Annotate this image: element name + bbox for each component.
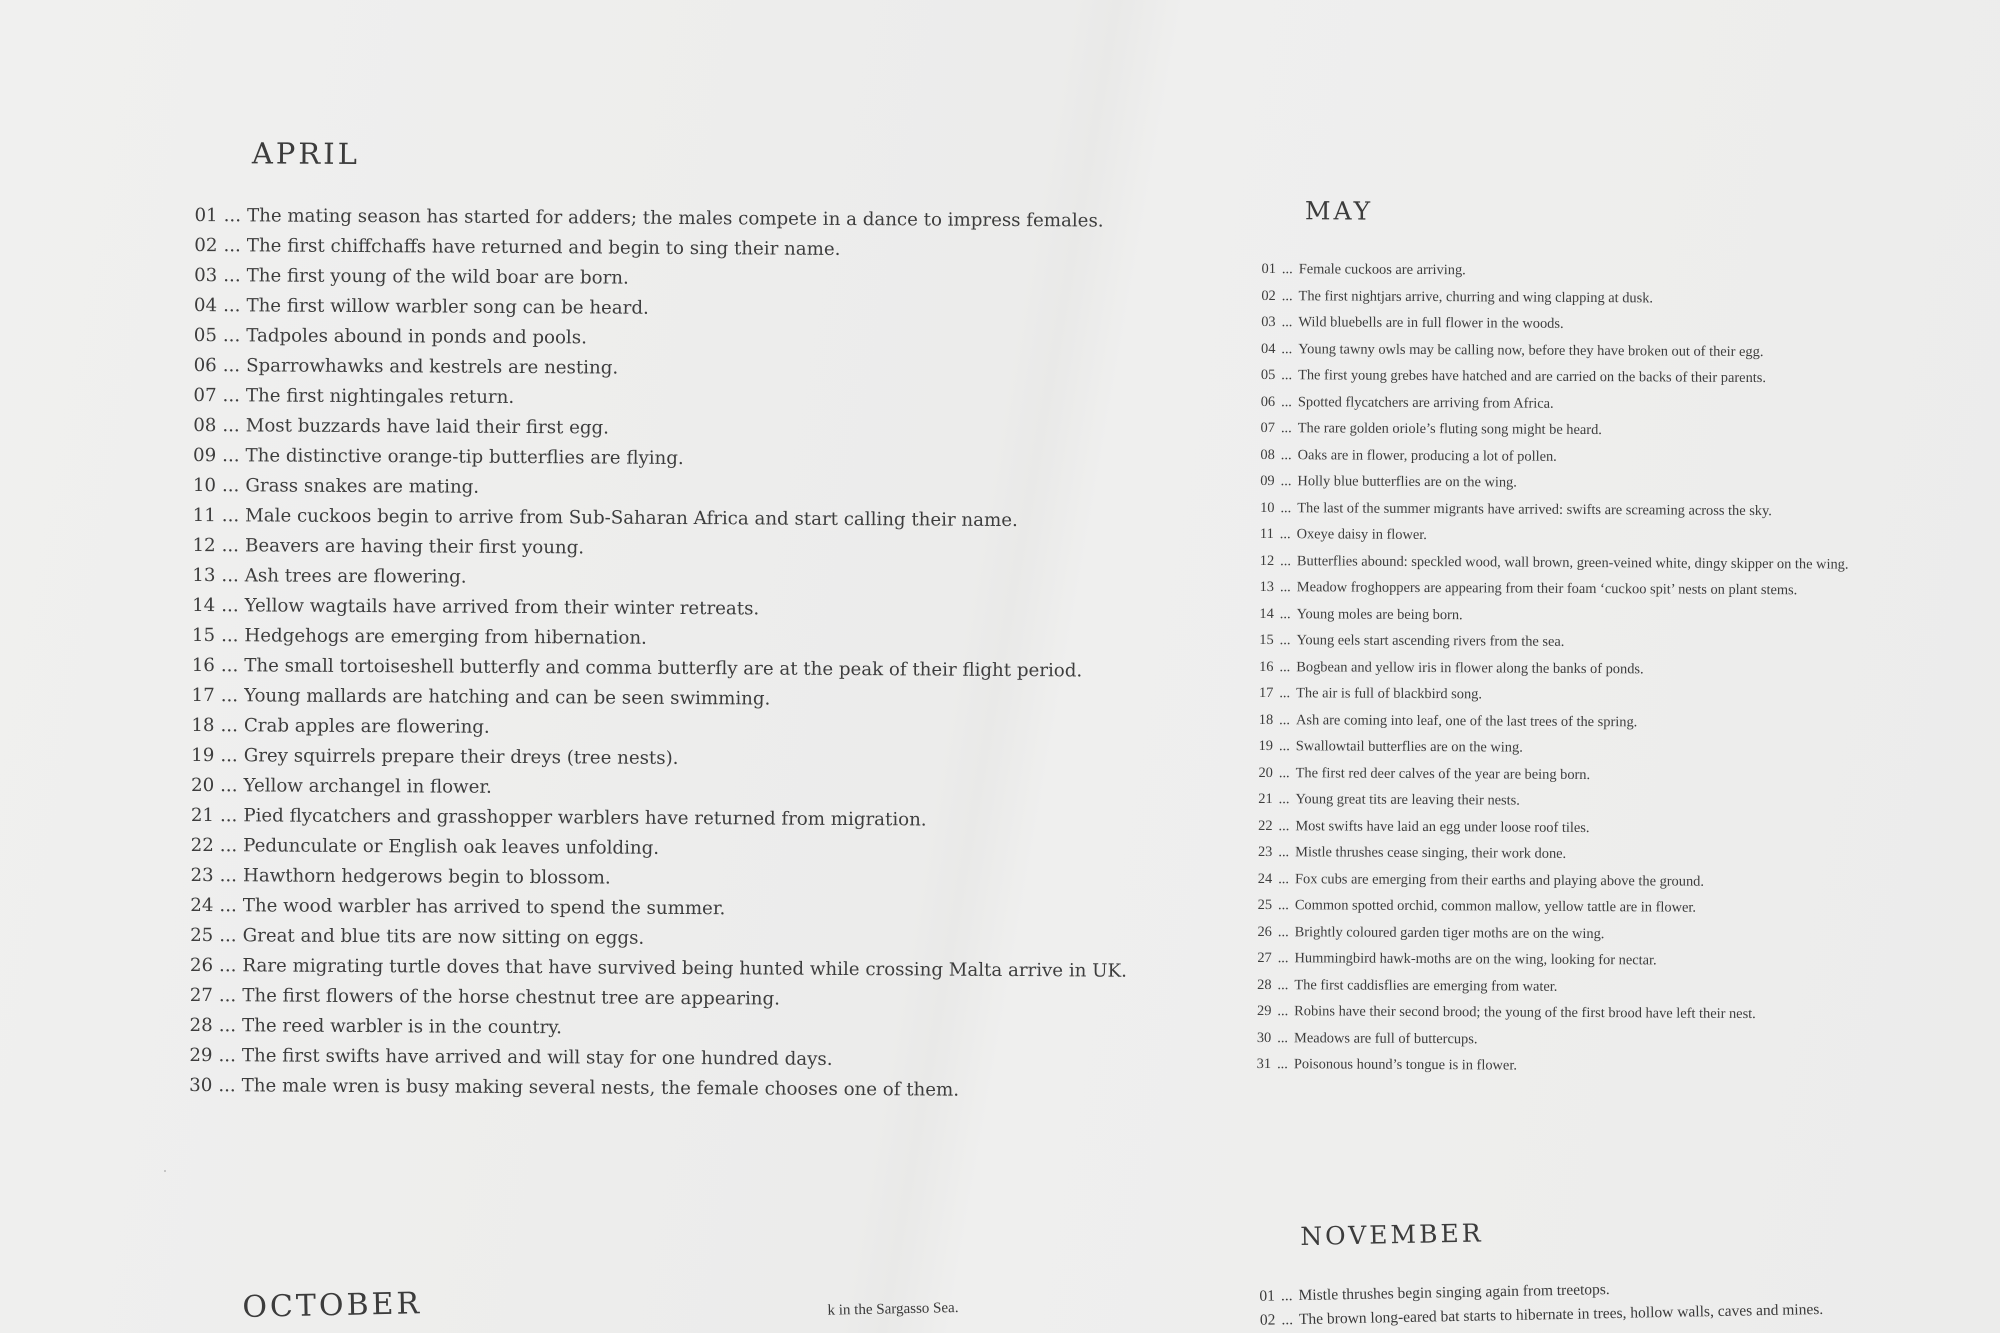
entry-day: 23: [1257, 843, 1273, 861]
list-item: [189, 1071, 1126, 1107]
list-item: [1260, 468, 1849, 498]
entry-day: 28: [189, 1014, 213, 1037]
entry-separator: ...: [218, 985, 237, 1007]
entry-day: 13: [192, 564, 216, 587]
entry-separator: ...: [1280, 1287, 1293, 1305]
entry-text: Oaks are in flower, producing a lot of pollen.: [1297, 446, 1557, 465]
list-item: [1259, 627, 1848, 657]
entry-text: Meadows are full of buttercups.: [1293, 1029, 1478, 1047]
entry-day: 23: [190, 864, 214, 887]
entry-day: 20: [190, 774, 215, 797]
entry-separator: ...: [220, 655, 239, 677]
entry-day: 29: [1256, 1002, 1272, 1020]
entry-text: Hummingbird hawk-moths are on the wing, looking for nectar.: [1294, 950, 1657, 969]
entry-separator: ...: [223, 295, 241, 317]
entry-separator: ...: [1277, 1003, 1289, 1020]
list-item: [1258, 892, 1847, 922]
entry-separator: ...: [1280, 420, 1292, 437]
entry-text: Grey squirrels prepare their dreys (tree nests).: [243, 745, 679, 769]
entry-day: 13: [1259, 578, 1275, 596]
entry-separator: ...: [1278, 844, 1290, 861]
entry-separator: ...: [220, 745, 238, 767]
list-item: [1261, 309, 1850, 339]
entry-day: 31: [1256, 1055, 1272, 1073]
entry-separator: ...: [1278, 738, 1290, 755]
list-item: [1261, 282, 1850, 312]
entry-separator: ...: [1280, 499, 1292, 516]
entry-day: 09: [1260, 472, 1275, 490]
entry-day: 11: [1259, 525, 1274, 543]
entry-separator: ...: [221, 595, 239, 617]
entry-text: Most swifts have laid an egg under loose roof tiles.: [1295, 817, 1590, 836]
entry-separator: ...: [218, 1015, 237, 1037]
entry-text: Young moles are being born.: [1296, 605, 1463, 623]
entry-separator: ...: [1281, 261, 1293, 278]
list-item: [1259, 733, 1848, 763]
entry-text: The first willow warbler song can be heard.: [246, 295, 649, 319]
entry-separator: ...: [1279, 711, 1291, 728]
november-title: NOVEMBER: [1300, 1218, 1484, 1251]
entry-day: 17: [191, 684, 215, 707]
entry-separator: ...: [1278, 791, 1290, 808]
entry-day: 12: [1259, 552, 1275, 569]
entry-text: The first young of the wild boar are born.: [246, 265, 629, 289]
entry-text: Common spotted orchid, common mallow, yellow tattle are in flower.: [1294, 897, 1697, 916]
entry-separator: ...: [219, 895, 237, 917]
entry-separator: ...: [1281, 1311, 1294, 1329]
list-item: [1257, 945, 1846, 975]
list-item: [1260, 574, 1849, 604]
list-item: [1257, 1024, 1846, 1054]
paper-speck: [164, 1170, 166, 1172]
entry-day: 22: [1258, 817, 1273, 834]
entry-text: Young tawny owls may be calling now, before they have broken out of their egg.: [1298, 340, 1764, 360]
list-item: [1261, 415, 1850, 445]
entry-separator: ...: [219, 805, 238, 827]
entry-separator: ...: [221, 625, 239, 647]
entry-day: 15: [1259, 631, 1274, 649]
entry-day: 21: [190, 804, 215, 827]
entry-separator: ...: [223, 205, 242, 227]
list-item: [1257, 971, 1846, 1001]
entry-text: Mistle thrushes begin singing again from treetops.: [1298, 1281, 1610, 1305]
entry-text: Great and blue tits are now sitting on eggs.: [242, 925, 645, 949]
entry-text: The distinctive orange-tip butterflies are flying.: [245, 445, 684, 469]
entry-separator: ...: [220, 775, 238, 797]
entry-day: 20: [1258, 764, 1273, 781]
entry-text: Meadow froghoppers are appearing from their foam ‘cuckoo spit’ nests on plant stems.: [1296, 579, 1798, 599]
entry-day: 19: [1258, 737, 1274, 755]
entry-separator: ...: [1277, 950, 1289, 967]
entry-day: 02: [1259, 1311, 1276, 1329]
entry-day: 29: [189, 1044, 213, 1067]
entry-day: 08: [193, 414, 217, 437]
entry-separator: ...: [1279, 685, 1291, 702]
entry-day: 04: [1261, 340, 1276, 357]
entry-text: Ash are coming into leaf, one of the last trees of the spring.: [1295, 711, 1638, 730]
entry-text: Young eels start ascending rivers from the sea.: [1296, 632, 1565, 650]
entry-separator: ...: [219, 865, 238, 887]
entry-text: Oxeye daisy in flower.: [1296, 526, 1427, 544]
entry-separator: ...: [222, 385, 240, 407]
list-item: [1258, 865, 1847, 895]
list-item: [1260, 494, 1849, 524]
list-item: [1259, 706, 1848, 736]
list-item: [1261, 362, 1850, 392]
entry-separator: ...: [221, 505, 240, 527]
list-item: [1259, 600, 1848, 630]
entry-day: 03: [1261, 313, 1276, 331]
entry-separator: ...: [222, 355, 241, 377]
entry-day: 16: [1259, 658, 1274, 675]
may-entry-list: [1257, 256, 1851, 1081]
april-title: APRIL: [251, 136, 361, 172]
entry-day: 06: [1260, 393, 1276, 410]
entry-text: The first nightjars arrive, churring and wing clapping at dusk.: [1298, 287, 1654, 306]
entry-text: Mistle thrushes cease singing, their work done.: [1295, 844, 1567, 862]
entry-separator: ...: [1277, 976, 1289, 993]
entry-day: 24: [190, 894, 214, 917]
entry-day: 01: [1259, 1287, 1276, 1305]
entry-day: 07: [1260, 419, 1276, 437]
entry-day: 11: [192, 504, 216, 527]
entry-day: 06: [193, 354, 217, 377]
entry-separator: ...: [1278, 897, 1289, 914]
entry-text: Bogbean and yellow iris in flower along the banks of ponds.: [1296, 658, 1644, 677]
entry-day: 14: [1259, 605, 1274, 622]
entry-separator: ...: [1277, 923, 1289, 940]
entry-day: 21: [1258, 790, 1273, 808]
list-item: [1258, 839, 1847, 869]
entry-separator: ...: [1279, 658, 1291, 675]
entry-day: 18: [1258, 711, 1274, 728]
entry-text: The first caddisflies are emerging from water.: [1294, 976, 1558, 995]
entry-text: Beavers are having their first young.: [244, 535, 585, 559]
entry-separator: ...: [1279, 579, 1291, 596]
entry-text: The brown long-eared bat starts to hibernate in trees, hollow walls, caves and mines.: [1298, 1300, 1824, 1329]
entry-text: Ash trees are flowering.: [244, 565, 467, 588]
entry-day: 22: [190, 834, 214, 857]
entry-text: Young mallards are hatching and can be seen swimming.: [244, 685, 771, 710]
entry-text: The male wren is busy making several nests, the female chooses one of them.: [241, 1075, 960, 1101]
entry-day: 09: [192, 444, 217, 467]
entry-text: Crab apples are flowering.: [243, 715, 490, 738]
entry-day: 08: [1260, 446, 1275, 463]
entry-text: Yellow archangel in flower.: [243, 775, 492, 798]
entry-separator: ...: [1279, 605, 1291, 622]
entry-text: Holly blue butterflies are on the wing.: [1297, 473, 1517, 491]
entry-text: The small tortoiseshell butterfly and comma butterfly are at the peak of their flight period.: [244, 655, 1083, 682]
entry-day: 10: [192, 474, 217, 497]
entry-day: 01: [1261, 260, 1276, 278]
entry-text: Spotted flycatchers are arriving from Africa.: [1297, 393, 1554, 412]
entry-separator: ...: [1281, 314, 1293, 331]
entry-separator: ...: [220, 685, 239, 707]
entry-separator: ...: [1281, 367, 1293, 384]
entry-separator: ...: [218, 1075, 236, 1097]
entry-day: 01: [194, 204, 218, 227]
entry-day: 26: [1257, 923, 1272, 940]
april-entry-list: [189, 201, 1131, 1107]
entry-day: 24: [1257, 870, 1273, 887]
list-item: [1261, 256, 1850, 286]
entry-text: Pedunculate or English oak leaves unfolding.: [243, 835, 660, 859]
entry-separator: ...: [1280, 473, 1292, 490]
entry-day: 27: [1257, 949, 1272, 967]
entry-text: The reed warbler is in the country.: [242, 1015, 562, 1039]
entry-separator: ...: [1278, 764, 1290, 781]
entry-day: 04: [193, 294, 218, 317]
entry-text: Brightly coloured garden tiger moths are on the wing.: [1294, 923, 1605, 942]
entry-text: Sparrowhawks and kestrels are nesting.: [246, 355, 619, 379]
list-item: [1257, 918, 1846, 948]
list-item: [1260, 441, 1849, 471]
entry-separator: ...: [221, 565, 239, 587]
list-item: [1257, 998, 1846, 1028]
entry-separator: ...: [219, 925, 237, 947]
list-item: [1259, 680, 1848, 710]
entry-day: 25: [190, 924, 214, 947]
entry-separator: ...: [1279, 526, 1291, 543]
list-item: [1260, 547, 1849, 577]
entry-separator: ...: [219, 835, 238, 857]
entry-day: 12: [192, 534, 216, 557]
entry-day: 17: [1258, 684, 1274, 702]
entry-day: 28: [1257, 976, 1272, 993]
entry-separator: ...: [222, 325, 241, 347]
entry-text: The first chiffchaffs have returned and begin to sing their name.: [246, 235, 841, 260]
list-item: [1258, 812, 1847, 842]
entry-text: The first flowers of the horse chestnut tree are appearing.: [242, 985, 781, 1010]
list-item: [1258, 759, 1847, 789]
entry-text: Most buzzards have laid their first egg.: [245, 415, 610, 439]
list-item: [1259, 653, 1848, 683]
entry-text: The first nightingales return.: [245, 385, 515, 408]
entry-text: Male cuckoos begin to arrive from Sub-Saharan Africa and start calling their name.: [245, 505, 1018, 532]
entry-day: 18: [191, 714, 215, 737]
entry-text: The wood warbler has arrived to spend the summer.: [242, 895, 726, 920]
list-item: [1257, 1051, 1846, 1081]
entry-separator: ...: [1281, 393, 1292, 410]
entry-separator: ...: [221, 475, 240, 497]
entry-separator: ...: [222, 445, 240, 467]
entry-separator: ...: [222, 415, 240, 437]
entry-separator: ...: [1279, 632, 1291, 649]
entry-separator: ...: [220, 715, 238, 737]
entry-text: The air is full of blackbird song.: [1296, 685, 1483, 703]
entry-day: 05: [1260, 366, 1276, 384]
entry-day: 10: [1260, 499, 1275, 516]
entry-day: 03: [194, 264, 218, 287]
entry-day: 07: [193, 384, 217, 407]
entry-separator: ...: [1280, 552, 1292, 569]
entry-separator: ...: [1278, 870, 1290, 887]
entry-text: Swallowtail butterflies are on the wing.: [1295, 738, 1523, 756]
entry-day: 02: [194, 234, 218, 257]
entry-text: Poisonous hound’s tongue is in flower.: [1293, 1056, 1517, 1074]
entry-text: Fox cubs are emerging from their earths and playing above the ground.: [1294, 870, 1705, 890]
october-partial-entry: k in the Sargasso Sea.: [827, 1300, 959, 1319]
entry-text: Yellow wagtails have arrived from their winter retreats.: [244, 595, 760, 620]
entry-separator: ...: [221, 535, 240, 557]
entry-text: Hedgehogs are emerging from hibernation.: [244, 625, 647, 649]
october-title: OCTOBER: [242, 1286, 423, 1325]
entry-separator: ...: [219, 955, 237, 977]
entry-separator: ...: [1280, 446, 1292, 463]
entry-day: 30: [1256, 1029, 1272, 1046]
entry-text: Tadpoles abound in ponds and pools.: [246, 325, 587, 349]
entry-separator: ...: [223, 235, 241, 257]
list-item: [1261, 335, 1850, 365]
entry-text: The mating season has started for adders; the males compete in a dance to impress females.: [246, 205, 1104, 232]
entry-separator: ...: [223, 265, 241, 287]
entry-separator: ...: [218, 1045, 236, 1067]
entry-day: 25: [1257, 896, 1273, 914]
entry-day: 26: [189, 954, 214, 977]
entry-text: Butterflies abound: speckled wood, wall brown, green-veined white, dingy skipper on the wing.: [1296, 552, 1849, 573]
entry-text: Female cuckoos are arriving.: [1298, 261, 1466, 279]
entry-separator: ...: [1281, 287, 1293, 304]
entry-text: Rare migrating turtle doves that have survived being hunted while crossing Malta arrive in UK.: [242, 955, 1127, 982]
list-item: [1260, 521, 1849, 551]
may-title: MAY: [1304, 196, 1374, 226]
entry-separator: ...: [1277, 1056, 1288, 1073]
entry-separator: ...: [1277, 1029, 1289, 1046]
entry-text: The first young grebes have hatched and are carried on the backs of their parents.: [1298, 367, 1767, 387]
entry-text: Grass snakes are mating.: [245, 475, 480, 498]
entry-text: The first swifts have arrived and will stay for one hundred days.: [241, 1045, 833, 1070]
entry-text: Robins have their second brood; the young of the first brood have left their nest.: [1294, 1003, 1756, 1023]
entry-text: Hawthorn hedgerows begin to blossom.: [242, 865, 611, 889]
entry-text: The last of the summer migrants have arrived: swifts are screaming across the sky.: [1297, 499, 1772, 519]
entry-day: 14: [192, 594, 216, 617]
entry-text: Young great tits are leaving their nests.: [1295, 791, 1520, 809]
entry-day: 16: [191, 654, 215, 677]
entry-day: 19: [191, 744, 215, 767]
entry-text: Wild bluebells are in full flower in the woods.: [1298, 314, 1564, 332]
entry-day: 30: [189, 1074, 213, 1097]
entry-day: 02: [1261, 287, 1276, 304]
entry-text: Pied flycatchers and grasshopper warblers have returned from migration.: [243, 805, 927, 831]
entry-text: The first red deer calves of the year are being born.: [1295, 764, 1591, 783]
list-item: [1258, 786, 1847, 816]
entry-day: 15: [191, 624, 216, 647]
list-item: [1261, 388, 1850, 418]
entry-day: 27: [189, 984, 213, 1007]
entry-separator: ...: [1278, 817, 1290, 834]
entry-day: 05: [193, 324, 218, 347]
entry-text: The rare golden oriole’s fluting song might be heard.: [1297, 420, 1602, 439]
entry-separator: ...: [1281, 340, 1293, 357]
november-entry-list: [1259, 1274, 1823, 1333]
